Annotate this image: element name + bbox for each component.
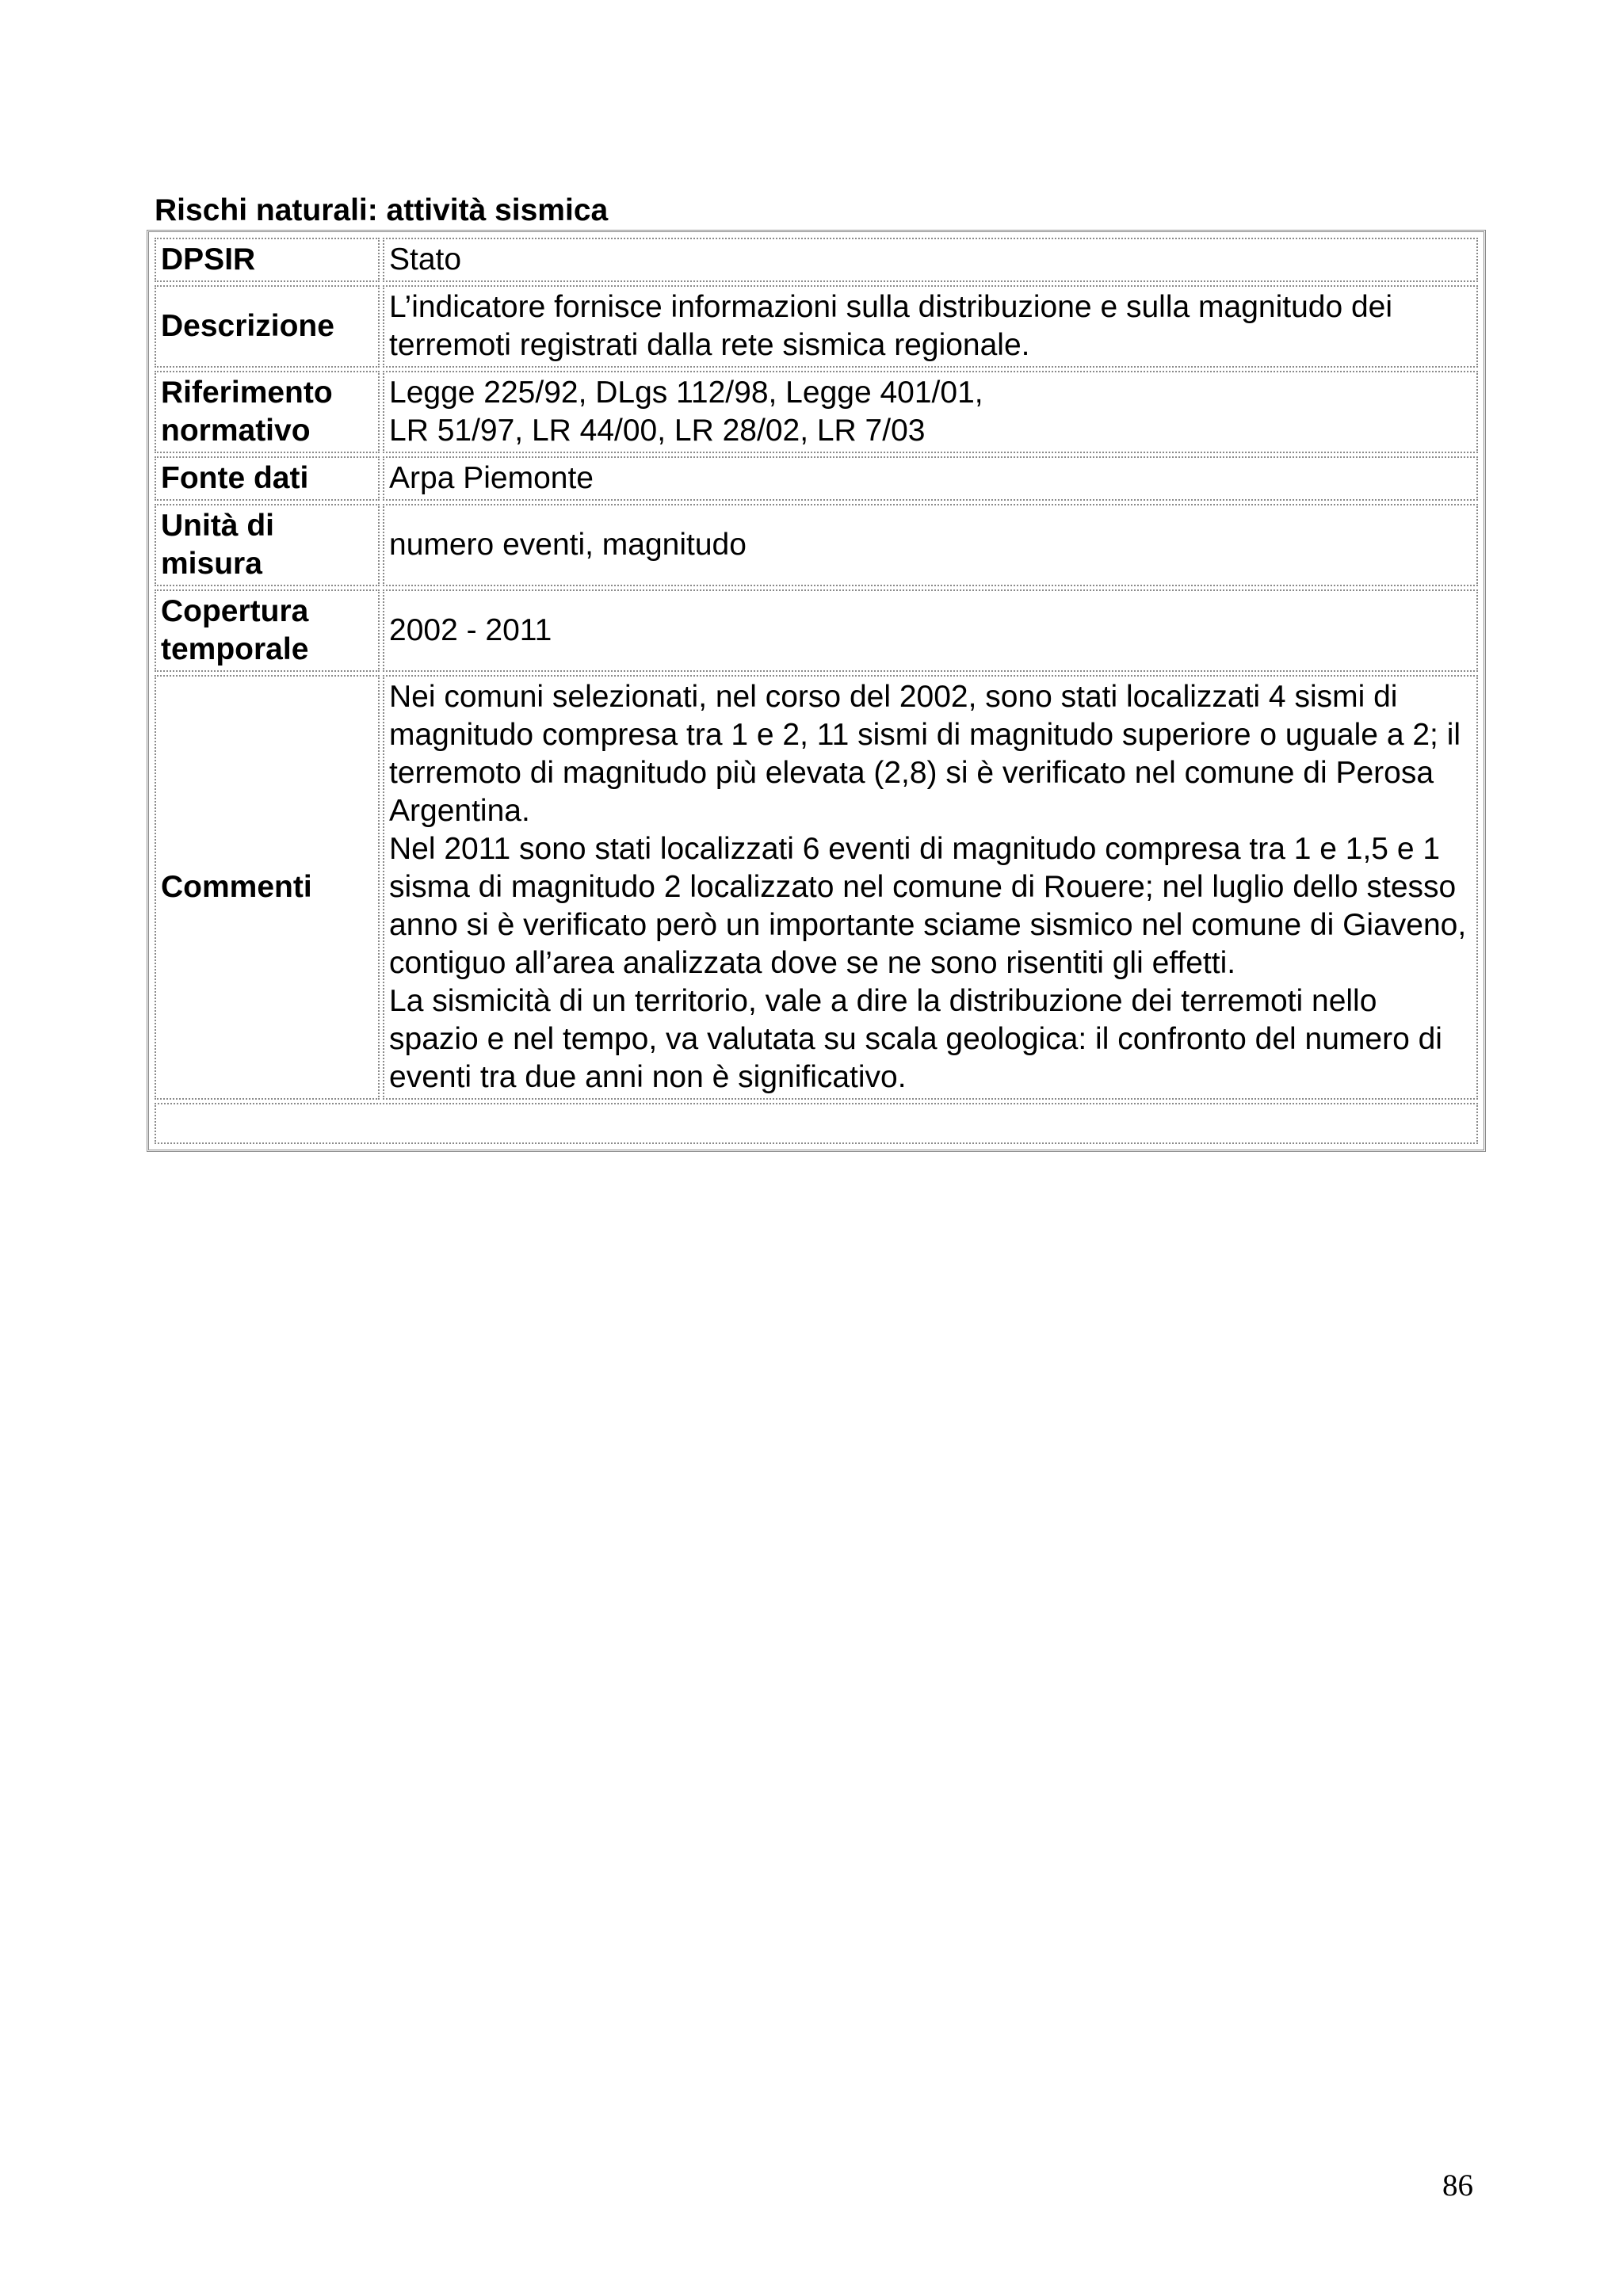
row-label-copertura-temporale: Copertura temporale (155, 589, 380, 672)
row-value-dpsir (383, 238, 1478, 282)
row-label-commenti: Commenti (155, 675, 380, 1100)
row-value-commenti (383, 675, 1478, 1100)
row-label-unita-di-misura: Unità di misura (155, 504, 380, 586)
value-line: Stato (389, 242, 462, 277)
row-label-descrizione: Descrizione (155, 285, 380, 368)
row-label-fonte-dati: Fonte dati (155, 456, 380, 501)
table-row-empty (155, 1103, 1478, 1144)
page-number: 86 (1442, 2168, 1473, 2203)
value-line: 2002 - 2011 (389, 613, 552, 647)
empty-cell (155, 1103, 1478, 1144)
row-value-unita-di-misura (383, 504, 1478, 586)
table-row-commenti (155, 675, 1478, 1100)
value-line: Legge 225/92, DLgs 112/98, Legge 401/01, (389, 376, 983, 410)
value-line: Nei comuni selezionati, nel corso del 2002, sono stati localizzati 4 sismi di magnitudo compresa tra 1 e 2, 11 sismi di magnitudo superiore o uguale a 2; il terremoto di magnitudo più elevata (2,8) si è verificato nel comune di Perosa Argentina. (389, 680, 1461, 828)
table-row-riferimento-normativo (155, 371, 1478, 453)
row-value-copertura-temporale (383, 589, 1478, 672)
value-line: La sismicità di un territorio, vale a dire la distribuzione dei terremoti nello spazio e nel tempo, va valutata su scala geologica: il confronto del numero di eventi tra due anni non è significativo. (389, 984, 1442, 1094)
row-label-dpsir: DPSIR (155, 238, 380, 282)
value-line: L’indicatore fornisce informazioni sulla distribuzione e sulla magnitudo dei terremoti registrati dalla rete sismica regionale. (389, 290, 1393, 362)
value-line: numero eventi, magnitudo (389, 528, 747, 562)
row-value-fonte-dati (383, 456, 1478, 501)
value-line: Nel 2011 sono stati localizzati 6 eventi di magnitudo compresa tra 1 e 1,5 e 1 sisma di magnitudo 2 localizzato nel comune di Rouere; nel luglio dello stesso anno si è verificato però un importante sciame sismico nel comune di Giaveno, contiguo all’area analizzata dove se ne sono risentiti gli effetti. (389, 832, 1467, 980)
row-value-descrizione (383, 285, 1478, 368)
row-value-riferimento-normativo (383, 371, 1478, 453)
table-row-fonte-dati (155, 456, 1478, 501)
table-row-dpsir (155, 238, 1478, 282)
page-title: Rischi naturali: attività sismica (155, 193, 609, 227)
indicator-table-grid (151, 235, 1481, 1147)
indicator-table (147, 230, 1486, 1152)
table-row-unita-di-misura (155, 504, 1478, 586)
value-line: Arpa Piemonte (389, 461, 594, 495)
row-label-riferimento-normativo: Riferimento normativo (155, 371, 380, 453)
table-row-descrizione (155, 285, 1478, 368)
table-row-copertura-temporale (155, 589, 1478, 672)
value-line: LR 51/97, LR 44/00, LR 28/02, LR 7/03 (389, 414, 926, 448)
